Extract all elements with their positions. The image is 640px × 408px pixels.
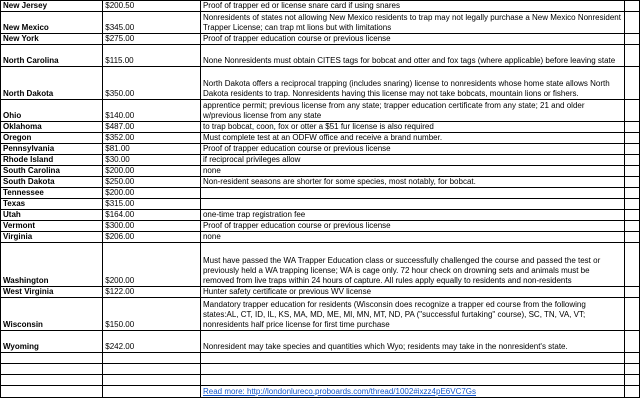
- empty-cell: [625, 155, 640, 166]
- empty-cell: [625, 122, 640, 133]
- empty-cell: [103, 364, 201, 375]
- notes-cell: Nonresident may take species and quantities which Wyo; residents may take in the nonresident's state.: [200, 331, 624, 353]
- empty-cell: [625, 12, 640, 34]
- notes-cell: if reciprocal privileges allow: [200, 155, 624, 166]
- empty-row: [1, 364, 640, 375]
- fee-cell: $250.00: [103, 177, 201, 188]
- state-cell: New Mexico: [1, 12, 103, 34]
- footer-link-cell: [200, 386, 624, 398]
- notes-cell: [200, 188, 624, 199]
- empty-cell: [103, 375, 201, 386]
- empty-cell: [625, 34, 640, 45]
- state-cell: Utah: [1, 210, 103, 221]
- notes-cell: North Dakota offers a reciprocal trapping (includes snaring) license to nonresidents whose home state allows North Dakota residents to trap. Nonresidents having this license may not take bobcats, mountain lions or fishers.: [200, 67, 624, 100]
- fee-cell: $200.00: [103, 166, 201, 177]
- table-row: [1, 210, 640, 221]
- notes-cell: Must have passed the WA Trapper Education class or successfully challenged the course and passed the test or previously held a WA trapping license; WA is cage only. 72 hour check on drowning sets and animals must be removed from live traps within 24 hours of capture. All rules apply equally to residents and non-residents: [200, 243, 624, 287]
- empty-cell: [625, 353, 640, 364]
- empty-cell: [625, 45, 640, 67]
- empty-cell: [103, 353, 201, 364]
- state-cell: Wisconsin: [1, 298, 103, 331]
- notes-cell: to trap bobcat, coon, fox or otter a $51 fur license is also required: [200, 122, 624, 133]
- state-cell: Virginia: [1, 232, 103, 243]
- empty-row: [1, 375, 640, 386]
- fee-cell: $200.50: [103, 1, 201, 12]
- state-cell: Vermont: [1, 221, 103, 232]
- notes-cell: Non-resident seasons are shorter for some species, most notably, for bobcat.: [200, 177, 624, 188]
- empty-cell: [625, 298, 640, 331]
- fee-cell: $81.00: [103, 144, 201, 155]
- state-cell: North Dakota: [1, 67, 103, 100]
- notes-cell: Mandatory trapper education for residents (Wisconsin does recognize a trapper ed course from the following states:AL, CT, ID, IL, KS, MA, MD, ME, MI, MN, MT, ND, PA ("successful furtaking" course), SC, TN, VA, VT; nonresidents half price license for first time purchase: [200, 298, 624, 331]
- empty-cell: [625, 386, 640, 398]
- table-row: [1, 67, 640, 100]
- empty-cell: [625, 232, 640, 243]
- state-cell: New York: [1, 34, 103, 45]
- state-cell: Washington: [1, 243, 103, 287]
- table-row: [1, 298, 640, 331]
- state-cell: Ohio: [1, 100, 103, 122]
- notes-cell: Proof of trapper education course or previous license: [200, 221, 624, 232]
- fee-cell: $122.00: [103, 287, 201, 298]
- fee-cell: $140.00: [103, 100, 201, 122]
- table-row: [1, 243, 640, 287]
- notes-cell: one-time trap registration fee: [200, 210, 624, 221]
- state-cell: Rhode Island: [1, 155, 103, 166]
- empty-cell: [625, 199, 640, 210]
- table-row: [1, 177, 640, 188]
- empty-cell: [625, 243, 640, 287]
- fee-cell: $206.00: [103, 232, 201, 243]
- fee-cell: $242.00: [103, 331, 201, 353]
- empty-cell: [625, 166, 640, 177]
- empty-cell: [625, 331, 640, 353]
- empty-cell: [625, 133, 640, 144]
- state-cell: Wyoming: [1, 331, 103, 353]
- notes-cell: none: [200, 232, 624, 243]
- empty-cell: [625, 210, 640, 221]
- state-cell: Oklahoma: [1, 122, 103, 133]
- notes-cell: apprentice permit; previous license from any state; trapper education certificate from any state; 21 and older w/previous license from any state: [200, 100, 624, 122]
- empty-cell: [1, 364, 103, 375]
- empty-cell: [200, 375, 624, 386]
- empty-cell: [200, 364, 624, 375]
- fee-cell: $200.00: [103, 188, 201, 199]
- notes-cell: Proof of trapper education course or previous license: [200, 34, 624, 45]
- state-cell: New Jersey: [1, 1, 103, 12]
- footer-row: [1, 386, 640, 398]
- table-body: [1, 1, 640, 398]
- state-cell: Texas: [1, 199, 103, 210]
- empty-cell: [625, 144, 640, 155]
- empty-cell: [625, 287, 640, 298]
- state-cell: South Dakota: [1, 177, 103, 188]
- empty-cell: [200, 353, 624, 364]
- empty-cell: [625, 67, 640, 100]
- state-cell: South Carolina: [1, 166, 103, 177]
- table-row: [1, 45, 640, 67]
- table-row: [1, 144, 640, 155]
- fee-cell: $275.00: [103, 34, 201, 45]
- empty-row: [1, 353, 640, 364]
- table-row: [1, 331, 640, 353]
- fee-cell: $350.00: [103, 67, 201, 100]
- empty-cell: [625, 177, 640, 188]
- read-more-link[interactable]: Read more: http://londonlureco.proboards.com/thread/1002#ixzz4pE6VC7Gs: [202, 387, 477, 396]
- table-row: [1, 232, 640, 243]
- empty-cell: [625, 188, 640, 199]
- fee-cell: $345.00: [103, 12, 201, 34]
- table-row: [1, 122, 640, 133]
- empty-cell: [103, 386, 201, 398]
- notes-cell: [200, 199, 624, 210]
- state-cell: Tennessee: [1, 188, 103, 199]
- empty-cell: [625, 100, 640, 122]
- table-row: [1, 1, 640, 12]
- fee-cell: $30.00: [103, 155, 201, 166]
- notes-cell: Proof of trapper ed or license snare card if using snares: [200, 1, 624, 12]
- table-row: [1, 188, 640, 199]
- fee-cell: $150.00: [103, 298, 201, 331]
- state-cell: West Virginia: [1, 287, 103, 298]
- notes-cell: Hunter safety certificate or previous WV license: [200, 287, 624, 298]
- table-row: [1, 155, 640, 166]
- table-row: [1, 34, 640, 45]
- empty-cell: [625, 221, 640, 232]
- fee-cell: $164.00: [103, 210, 201, 221]
- empty-cell: [1, 375, 103, 386]
- empty-cell: [1, 353, 103, 364]
- state-cell: Pennsylvania: [1, 144, 103, 155]
- fee-cell: $200.00: [103, 243, 201, 287]
- table-row: [1, 221, 640, 232]
- state-cell: North Carolina: [1, 45, 103, 67]
- state-cell: Oregon: [1, 133, 103, 144]
- notes-cell: none: [200, 166, 624, 177]
- table-row: [1, 287, 640, 298]
- table-row: [1, 199, 640, 210]
- fee-cell: $115.00: [103, 45, 201, 67]
- empty-cell: [625, 364, 640, 375]
- fee-cell: $487.00: [103, 122, 201, 133]
- notes-cell: Proof of trapper education course or previous license: [200, 144, 624, 155]
- empty-cell: [1, 386, 103, 398]
- notes-cell: Nonresidents of states not allowing New Mexico residents to trap may not legally purchase a New Mexico Nonresident Trapper License; can trap mt lions but with limitations: [200, 12, 624, 34]
- fee-cell: $300.00: [103, 221, 201, 232]
- table-row: [1, 100, 640, 122]
- table-row: [1, 133, 640, 144]
- empty-cell: [625, 1, 640, 12]
- notes-cell: Must complete test at an ODFW office and receive a brand number.: [200, 133, 624, 144]
- empty-cell: [625, 375, 640, 386]
- fee-cell: $352.00: [103, 133, 201, 144]
- fee-cell: $315.00: [103, 199, 201, 210]
- table-row: [1, 12, 640, 34]
- table-row: [1, 166, 640, 177]
- notes-cell: None Nonresidents must obtain CITES tags for bobcat and otter and fox tags (where applicable) before leaving state: [200, 45, 624, 67]
